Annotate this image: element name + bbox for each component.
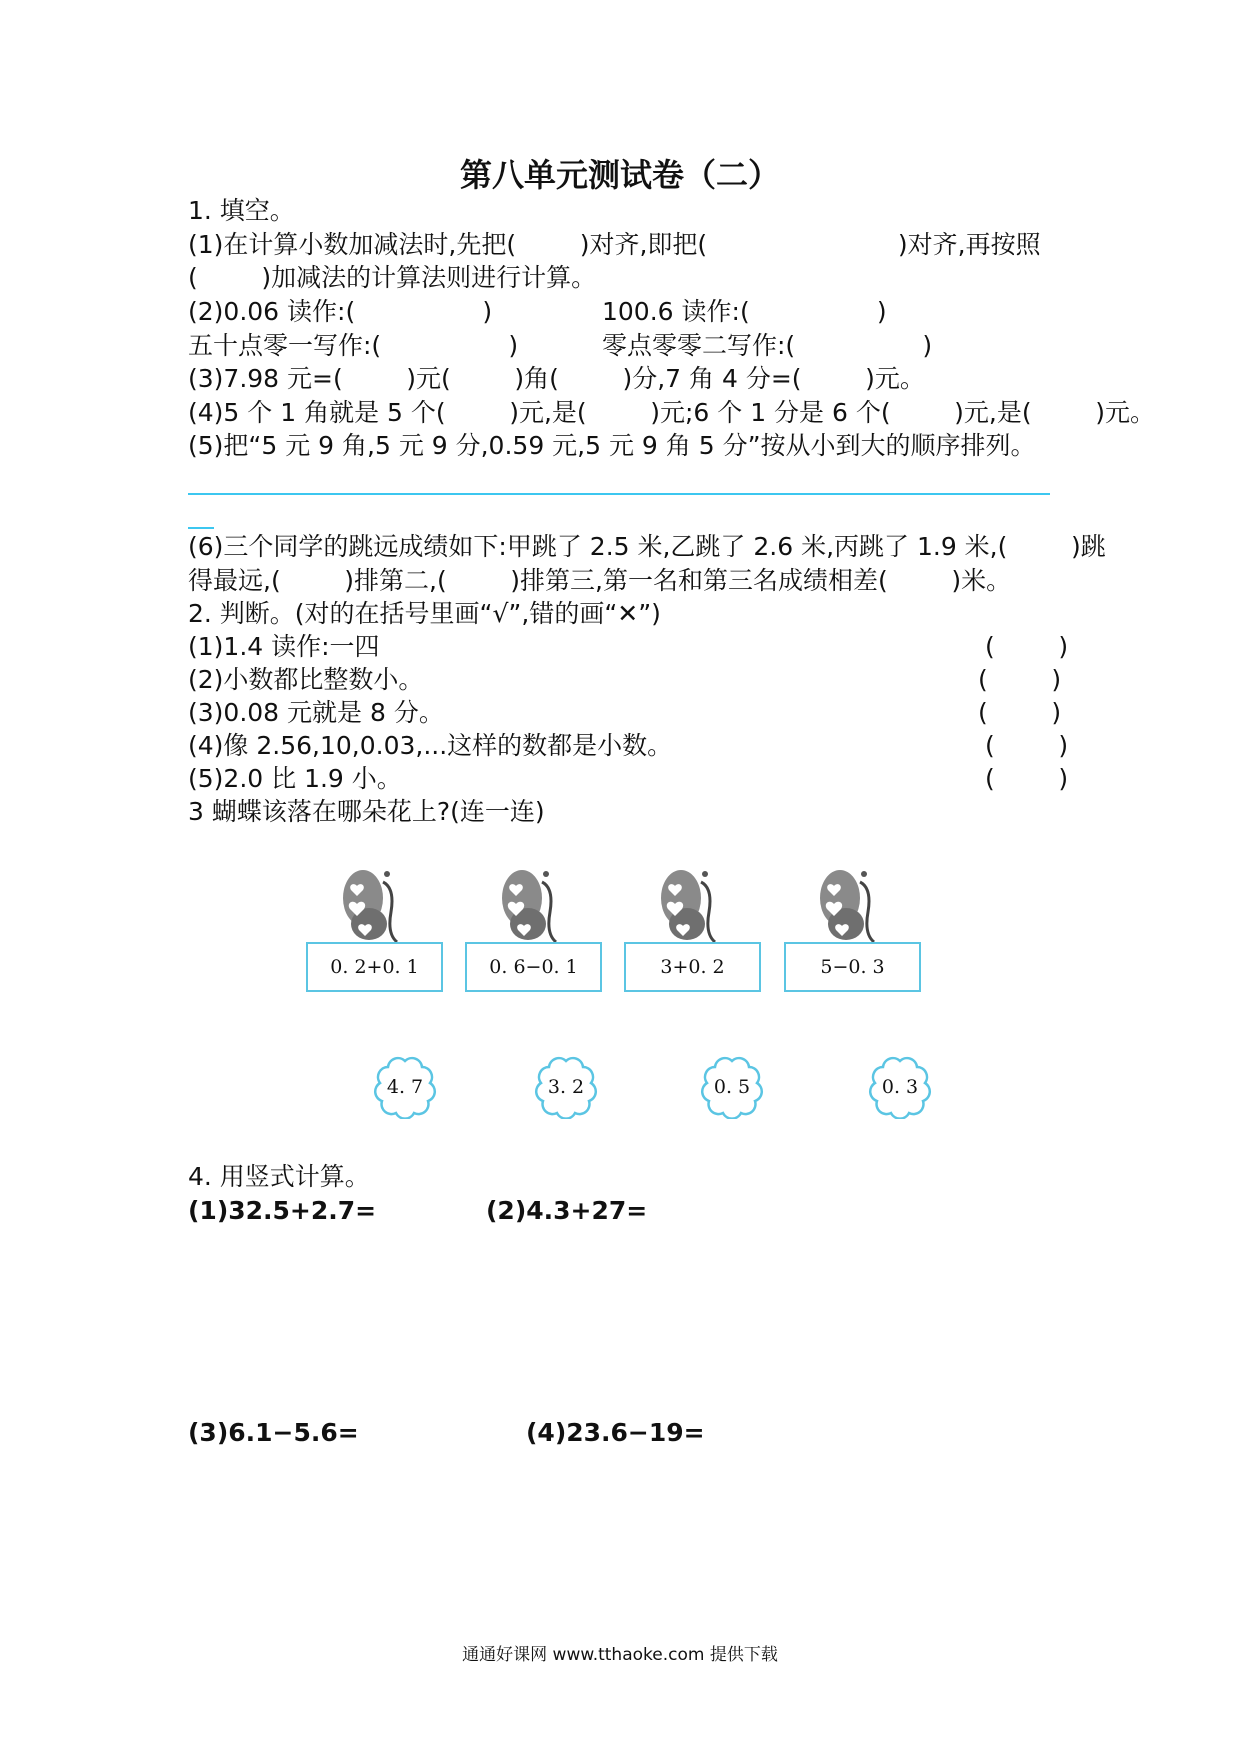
page-title: 第八单元测试卷（二）	[459, 156, 780, 194]
butterfly-expression-box-1[interactable]: 0. 2+0. 1	[306, 942, 443, 992]
q1-line-4a: 五十点零一写作:( )	[188, 331, 519, 360]
q1-heading: 1. 填空。	[188, 196, 295, 225]
q2-answer-paren-1[interactable]: ( )	[985, 632, 1069, 661]
q2-item-5: (5)2.0 比 1.9 小。	[188, 764, 402, 793]
q2-answer-paren-2[interactable]: ( )	[978, 665, 1062, 694]
q1-line-5: (3)7.98 元=( )元( )角( )分,7 角 4 分=( )元。	[188, 364, 925, 393]
q1-line-9: 得最远,( )排第二,( )排第三,第一名和第三名成绩相差( )米。	[188, 566, 1012, 595]
q4-heading: 4. 用竖式计算。	[188, 1162, 370, 1191]
flower-answer-2[interactable]	[534, 1055, 598, 1119]
butterfly-icon	[335, 868, 405, 944]
flower-answer-1[interactable]	[373, 1055, 437, 1119]
flower-value: 0. 3	[881, 1076, 919, 1098]
q2-item-1: (1)1.4 读作:一四	[188, 632, 380, 661]
q2-item-3: (3)0.08 元就是 8 分。	[188, 698, 444, 727]
flower-value: 3. 2	[547, 1076, 585, 1098]
flower-answer-4[interactable]	[868, 1055, 932, 1119]
q1-line-8: (6)三个同学的跳远成绩如下:甲跳了 2.5 米,乙跳了 2.6 米,丙跳了 1.9 米,( )跳	[188, 532, 1106, 561]
flower-value: 4. 7	[386, 1076, 424, 1098]
q2-item-2: (2)小数都比整数小。	[188, 665, 424, 694]
q1-line-3a: (2)0.06 读作:( )	[188, 297, 493, 326]
butterfly-expression-box-3[interactable]: 3+0. 2	[624, 942, 761, 992]
answer-line-short	[188, 527, 214, 529]
q1-line-7: (5)把“5 元 9 角,5 元 9 分,0.59 元,5 元 9 角 5 分”按从小到大的顺序排列。	[188, 431, 1036, 460]
q4-item-3: (3)6.1−5.6=	[188, 1418, 359, 1447]
q2-answer-paren-3[interactable]: ( )	[978, 698, 1062, 727]
q4-item-1: (1)32.5+2.7=	[188, 1196, 377, 1225]
butterfly-icon	[653, 868, 723, 944]
q2-answer-paren-4[interactable]: ( )	[985, 731, 1069, 760]
footer-source: 通通好课网 www.tthaoke.com 提供下载	[462, 1645, 778, 1665]
q3-heading: 3 蝴蝶该落在哪朵花上?(连一连)	[188, 797, 545, 826]
q2-item-4: (4)像 2.56,10,0.03,...这样的数都是小数。	[188, 731, 673, 760]
q1-line-2: ( )加减法的计算法则进行计算。	[188, 263, 597, 292]
q2-answer-paren-5[interactable]: ( )	[985, 764, 1069, 793]
q1-line-3b: 100.6 读作:( )	[602, 297, 887, 326]
q4-item-4: (4)23.6−19=	[526, 1418, 705, 1447]
q1-line-1: (1)在计算小数加减法时,先把( )对齐,即把( )对齐,再按照	[188, 230, 1041, 259]
flower-answer-3[interactable]	[700, 1055, 764, 1119]
flower-value: 0. 5	[713, 1076, 751, 1098]
answer-line[interactable]	[188, 493, 1050, 495]
butterfly-icon	[494, 868, 564, 944]
q1-line-6: (4)5 个 1 角就是 5 个( )元,是( )元;6 个 1 分是 6 个( )元,是( )元。	[188, 398, 1155, 427]
butterfly-icon	[812, 868, 882, 944]
butterfly-expression-box-4[interactable]: 5−0. 3	[784, 942, 921, 992]
q2-heading: 2. 判断。(对的在括号里画“√”,错的画“✕”)	[188, 599, 661, 628]
q1-line-4b: 零点零零二写作:( )	[602, 331, 933, 360]
butterfly-expression-box-2[interactable]: 0. 6−0. 1	[465, 942, 602, 992]
q4-item-2: (2)4.3+27=	[486, 1196, 648, 1225]
